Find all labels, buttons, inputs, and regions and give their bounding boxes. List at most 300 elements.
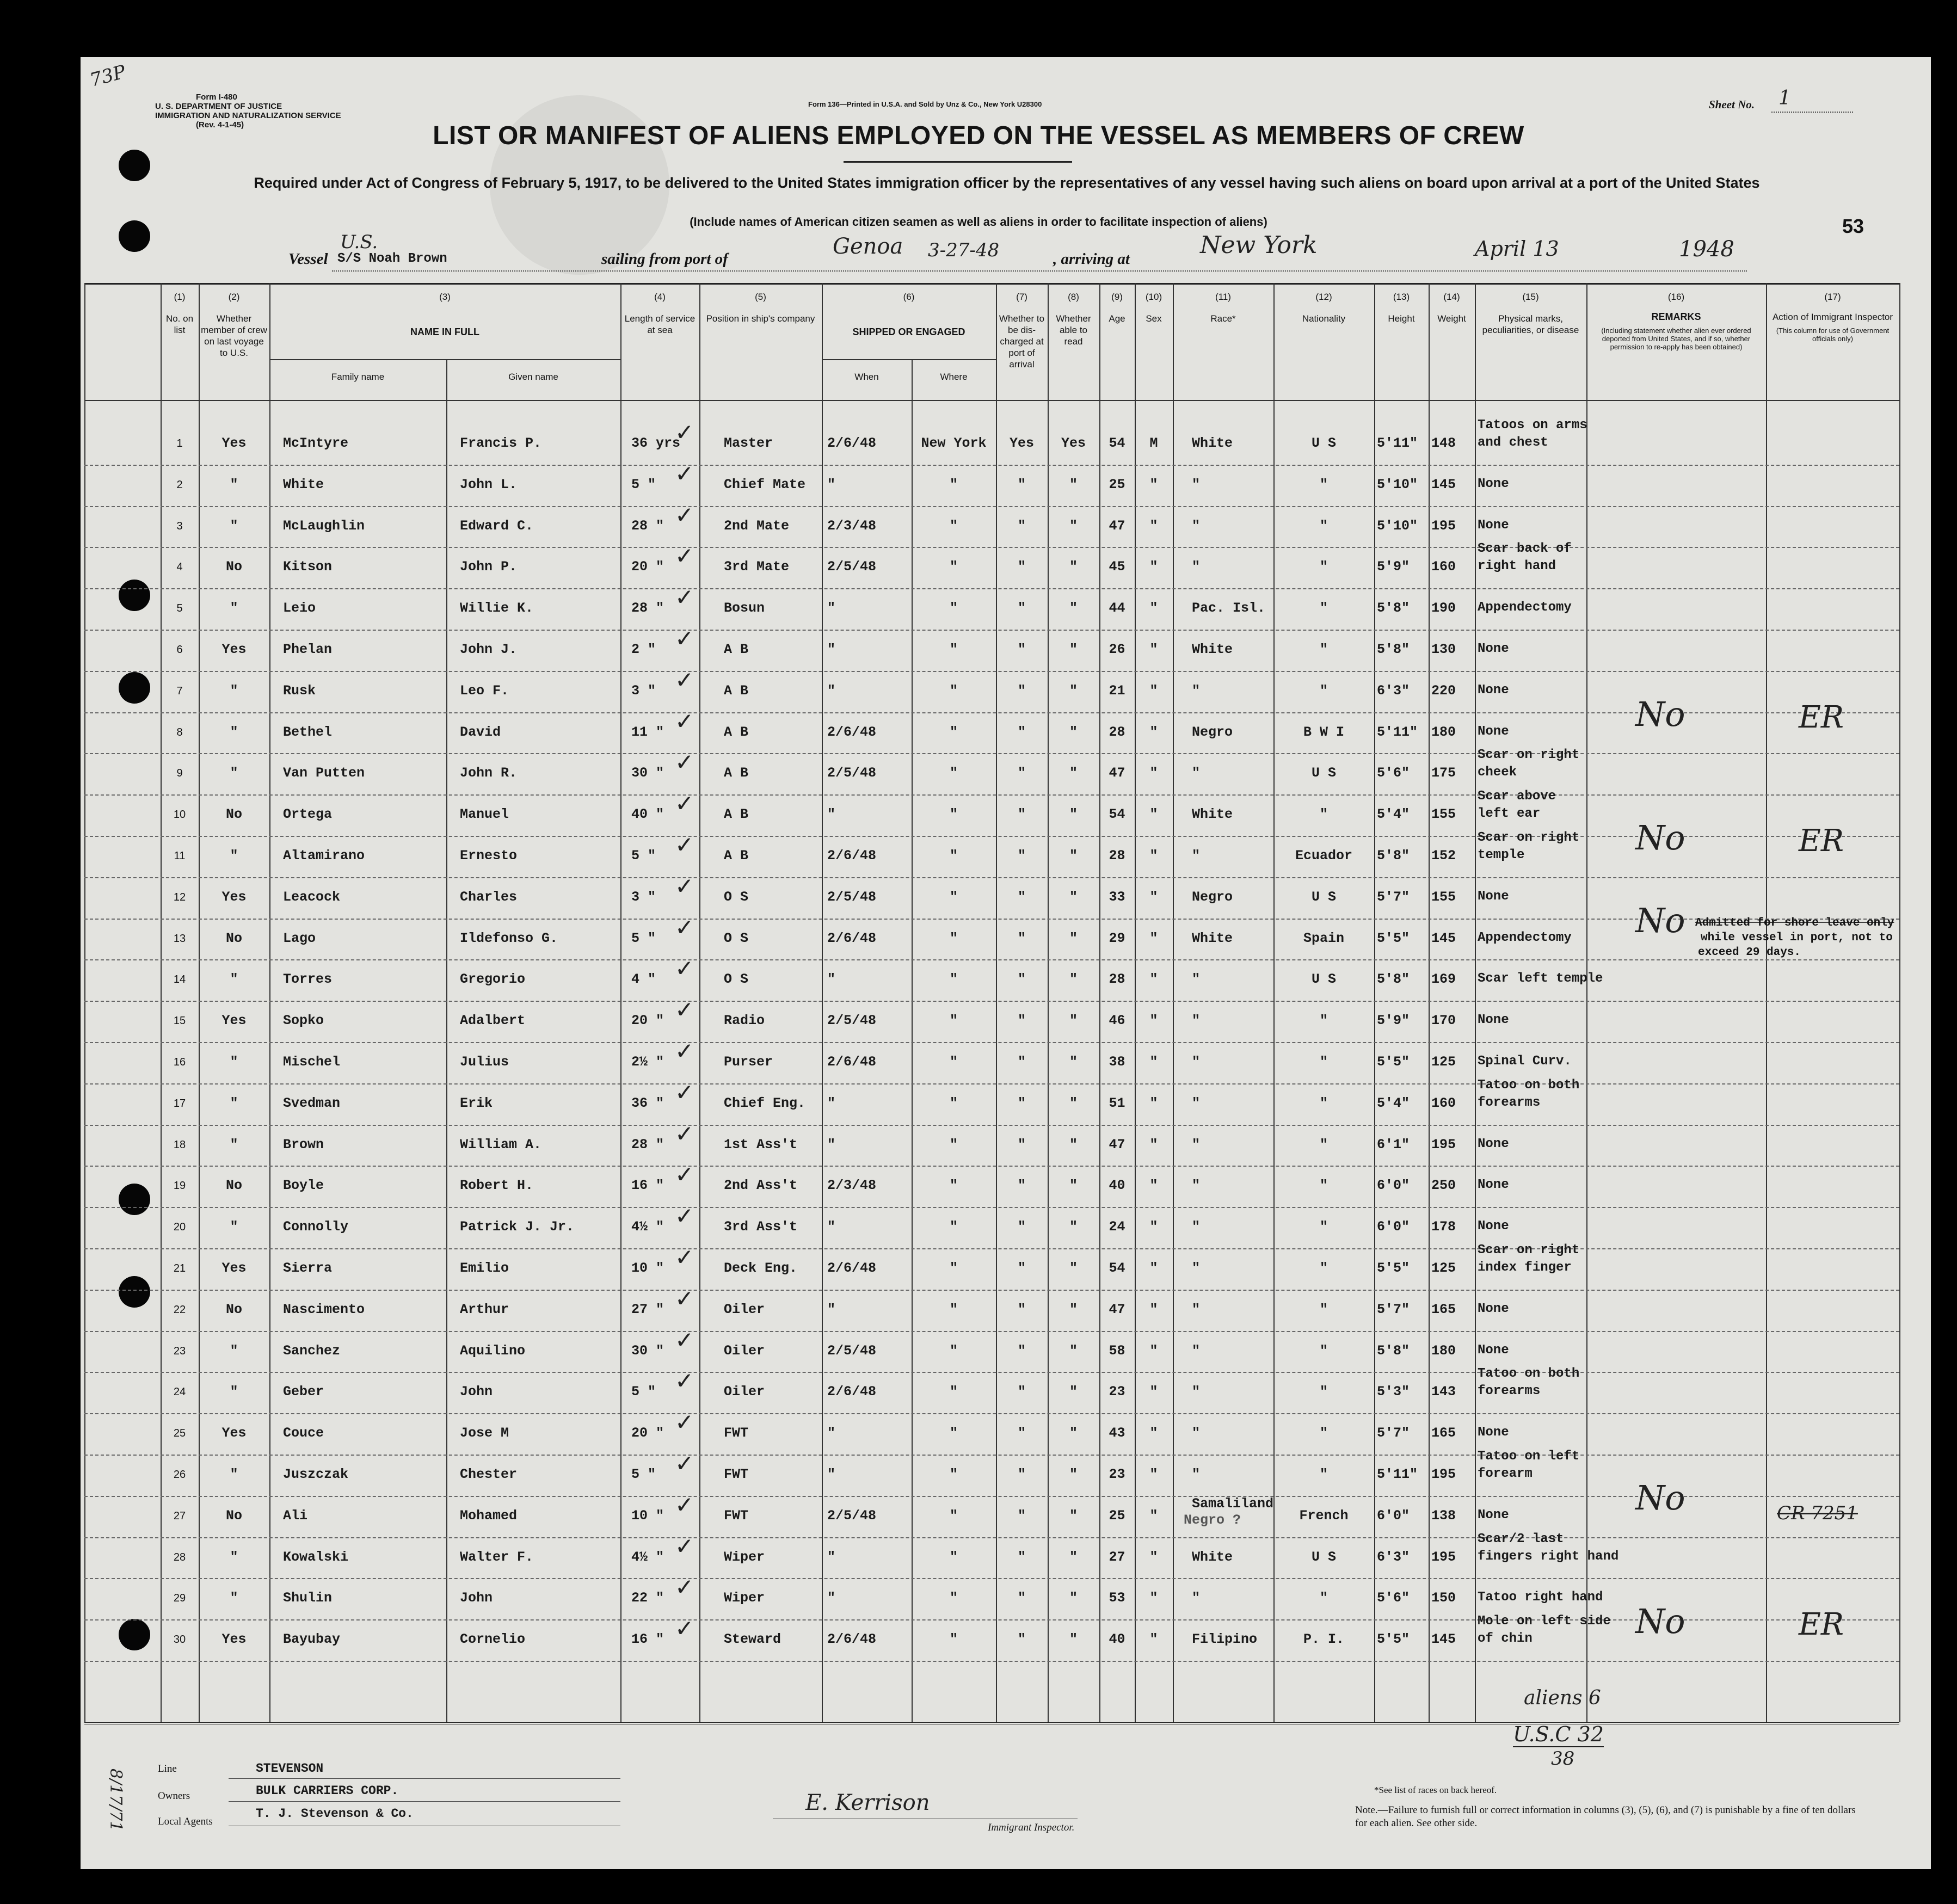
cell-height: 6'3" <box>1377 1549 1410 1565</box>
cell-physical-marks: index finger <box>1478 1260 1572 1275</box>
cell-sex: " <box>1149 600 1158 616</box>
column-header-12: Nationality <box>1302 313 1346 324</box>
column-number-12: (12) <box>1315 292 1332 302</box>
cell-nat: " <box>1319 1466 1328 1482</box>
cell-service: 5 " <box>631 848 656 864</box>
cell-where: " <box>949 1054 958 1070</box>
cell-service: 2 " <box>631 642 656 657</box>
vessel-prefix: U.S. <box>340 231 378 253</box>
cell-read: " <box>1069 1178 1078 1193</box>
column-header-11: Race* <box>1210 313 1236 324</box>
cell-age: 54 <box>1109 1260 1125 1276</box>
cell-family: Van Putten <box>283 765 365 781</box>
form-number: Form I-480 <box>196 93 237 102</box>
cell-read: " <box>1069 931 1078 946</box>
cell-no: 19 <box>173 1180 186 1192</box>
cell-read: " <box>1069 1302 1078 1317</box>
cell-where: " <box>949 477 958 492</box>
cell-weight: 143 <box>1431 1384 1456 1400</box>
cell-family: Connolly <box>283 1219 349 1235</box>
cell-physical-marks: Tatoo on both <box>1478 1366 1580 1381</box>
cell-position: A B <box>724 642 749 657</box>
cell-where: " <box>949 683 958 699</box>
cell-service: 4 " <box>631 971 656 987</box>
cell-no: 30 <box>173 1634 186 1646</box>
sailing-label: sailing from port of <box>601 250 728 268</box>
cell-height: 5'4" <box>1377 806 1410 822</box>
cell-height: 6'3" <box>1377 683 1410 699</box>
column-number-9: (9) <box>1111 292 1123 302</box>
cell-no: 29 <box>173 1592 186 1604</box>
cell-no: 27 <box>173 1510 186 1522</box>
cell-position: O S <box>724 931 749 946</box>
punch-hole <box>119 150 150 181</box>
column-header-3: NAME IN FULL <box>410 326 479 337</box>
cell-where: " <box>949 724 958 740</box>
cell-age: 46 <box>1109 1013 1125 1028</box>
row-rule <box>84 1496 1899 1497</box>
cell-nat: " <box>1319 1384 1328 1400</box>
cell-height: 5'11" <box>1377 1466 1418 1482</box>
tally-aliens: aliens 6 <box>1524 1687 1601 1709</box>
cell-height: 5'8" <box>1377 1343 1410 1359</box>
cell-given: Willie K. <box>460 600 534 616</box>
cell-physical-marks: right hand <box>1478 559 1556 574</box>
cell-weight: 195 <box>1431 1549 1456 1565</box>
cell-given: Patrick J. Jr. <box>460 1219 575 1235</box>
cell-when: 2/3/48 <box>827 518 877 534</box>
cell-weight: 250 <box>1431 1178 1456 1193</box>
column-rule <box>1899 283 1900 1722</box>
cell-disch: " <box>1017 806 1026 822</box>
cell-when: " <box>827 1095 836 1111</box>
checkmark-icon: ✓ <box>675 419 694 446</box>
column-rule <box>1273 283 1275 1722</box>
cell-disch: " <box>1017 1137 1026 1153</box>
cell-read: " <box>1069 559 1078 575</box>
cell-given: John P. <box>460 559 518 575</box>
cell-where: " <box>949 1384 958 1400</box>
cell-where: " <box>949 1343 958 1359</box>
cell-sex: " <box>1149 683 1158 699</box>
cell-inspector-action: ER <box>1799 700 1844 735</box>
cell-read: " <box>1069 683 1078 699</box>
cell-position: A B <box>724 848 749 864</box>
cell-when: " <box>827 1302 836 1317</box>
cell-physical-marks: None <box>1478 1178 1509 1192</box>
penalty-note: Note.—Failure to furnish full or correct information in columns (3), (5), (6), and (7) is punishable by a fine of ten dollars for each alien. See other side. <box>1355 1804 1856 1829</box>
cell-given: Leo F. <box>460 683 509 699</box>
cell-given: Gregorio <box>460 971 526 987</box>
column-header-where: Where <box>940 372 968 382</box>
cell-service: 28 " <box>631 600 664 616</box>
cell-sex: " <box>1149 724 1158 740</box>
column-number-5: (5) <box>755 292 766 302</box>
cell-given: Adalbert <box>460 1013 526 1028</box>
cell-age: 47 <box>1109 1137 1125 1153</box>
cell-position: Chief Eng. <box>724 1095 806 1111</box>
column-rule <box>1429 283 1430 1722</box>
cell-inspector-action-struck: CR 7251 <box>1777 1502 1858 1524</box>
cell-physical-marks: Scar on right <box>1478 748 1580 762</box>
cell-no: 10 <box>173 809 186 821</box>
column-rule <box>1586 283 1587 1722</box>
cell-position: 2nd Mate <box>724 518 790 534</box>
page-number: 53 <box>1842 215 1864 237</box>
cell-nat: U S <box>1311 765 1336 781</box>
cell-nat: " <box>1319 1302 1328 1317</box>
cell-sex: " <box>1149 1013 1158 1028</box>
cell-weight: 155 <box>1431 806 1456 822</box>
cell-disch: " <box>1017 765 1026 781</box>
cell-remark: No <box>1635 901 1685 940</box>
cell-race: " <box>1192 1054 1201 1070</box>
column-rule <box>199 283 200 1722</box>
cell-given: Aquilino <box>460 1343 526 1359</box>
cell-physical-marks: None <box>1478 477 1509 491</box>
cell-sex: " <box>1149 1302 1158 1317</box>
cell-family: Torres <box>283 971 333 987</box>
cell-read: Yes <box>1061 435 1086 451</box>
cell-given: Jose M <box>460 1425 509 1441</box>
shipped-subheader-rule <box>822 359 996 360</box>
row-rule <box>84 1578 1899 1579</box>
cell-where: " <box>949 806 958 822</box>
cell-height: 5'5" <box>1377 1631 1410 1647</box>
column-rule <box>446 359 447 1722</box>
cell-disch: " <box>1017 971 1026 987</box>
cell-given: Julius <box>460 1054 509 1070</box>
cell-given: Erik <box>460 1095 493 1111</box>
cell-physical-marks: forearms <box>1478 1095 1541 1110</box>
cell-physical-marks: None <box>1478 1302 1509 1316</box>
cell-weight: 125 <box>1431 1054 1456 1070</box>
port-of-sailing: Genoa <box>833 234 903 259</box>
column-rule <box>161 283 162 1722</box>
cell-no: 20 <box>173 1221 186 1233</box>
cell-height: 5'6" <box>1377 1590 1410 1606</box>
cell-read: " <box>1069 1466 1078 1482</box>
cell-position: Wiper <box>724 1549 765 1565</box>
cell-given: Ildefonso G. <box>460 931 558 946</box>
cell-when: " <box>827 1466 836 1482</box>
column-header-10: Sex <box>1146 313 1162 324</box>
cell-read: " <box>1069 1343 1078 1359</box>
row-rule <box>84 794 1899 796</box>
cell-age: 25 <box>1109 1508 1125 1524</box>
cell-disch: " <box>1017 1054 1026 1070</box>
checkmark-icon: ✓ <box>675 502 694 528</box>
cell-physical-marks: fingers right hand <box>1478 1549 1619 1564</box>
row-rule <box>84 1125 1899 1126</box>
cell-no: 18 <box>173 1139 186 1151</box>
arrival-year: 1948 <box>1679 237 1734 262</box>
cell-read: " <box>1069 1219 1078 1235</box>
cell-read: " <box>1069 1631 1078 1647</box>
cell-height: 5'8" <box>1377 971 1410 987</box>
cell-height: 5'5" <box>1377 1260 1410 1276</box>
cell-race: " <box>1192 518 1201 534</box>
checkmark-icon: ✓ <box>675 708 694 735</box>
row-rule <box>84 588 1899 589</box>
arrival-date: April 13 <box>1475 237 1559 261</box>
cell-family: White <box>283 477 324 492</box>
column-number-7: (7) <box>1016 292 1027 302</box>
cell-family: Couce <box>283 1425 324 1441</box>
cell-race: " <box>1192 1384 1201 1400</box>
arriving-label: , arriving at <box>1053 250 1130 268</box>
margin-note-top: 73P <box>87 61 128 91</box>
cell-age: 54 <box>1109 806 1125 822</box>
row-rule <box>84 1166 1899 1167</box>
column-header-9: Age <box>1109 313 1125 324</box>
cell-disch: " <box>1017 1425 1026 1441</box>
row-rule <box>84 506 1899 507</box>
cell-physical-marks: None <box>1478 642 1509 656</box>
cell-prev: " <box>230 1054 238 1070</box>
cell-height: 5'8" <box>1377 642 1410 657</box>
cell-when: 2/6/48 <box>827 1631 877 1647</box>
cell-sex: " <box>1149 1425 1158 1441</box>
table-top-rule <box>84 283 1899 285</box>
cell-remark: No <box>1635 694 1685 734</box>
cell-no: 7 <box>176 685 183 697</box>
cell-nat: U S <box>1311 435 1336 451</box>
checkmark-icon: ✓ <box>675 873 694 899</box>
cell-race: " <box>1192 765 1201 781</box>
cell-weight: 195 <box>1431 1137 1456 1153</box>
checkmark-icon: ✓ <box>675 831 694 858</box>
column-number-6: (6) <box>903 292 915 302</box>
cell-where: " <box>949 1095 958 1111</box>
cell-race: White <box>1192 642 1233 657</box>
subtitle: Required under Act of Congress of February 5, 1917, to be delivered to the United States immigration officer by the representatives of any vessel having such aliens on board upon arrival at a port of the United States <box>254 175 1760 191</box>
title-underline <box>844 161 1072 163</box>
column-rule <box>996 283 997 1722</box>
column-rule <box>84 283 85 1722</box>
shore-leave-note <box>1695 916 1894 960</box>
cell-race: " <box>1192 1095 1201 1111</box>
cell-given: Francis P. <box>460 435 542 451</box>
cell-no: 1 <box>176 438 183 449</box>
cell-physical-marks: temple <box>1478 848 1525 862</box>
column-header-when: When <box>854 372 879 382</box>
cell-service: 3 " <box>631 683 656 699</box>
cell-service: 2½ " <box>631 1054 664 1070</box>
cell-age: 51 <box>1109 1095 1125 1111</box>
cell-weight: 169 <box>1431 971 1456 987</box>
column-rule <box>1135 283 1136 1722</box>
column-number-17: (17) <box>1824 292 1841 302</box>
cell-where: " <box>949 889 958 905</box>
cell-sex: " <box>1149 848 1158 864</box>
cell-prev: Yes <box>221 1013 247 1028</box>
cell-given: Ernesto <box>460 848 518 864</box>
cell-where: " <box>949 1219 958 1235</box>
row-rule <box>84 1455 1899 1456</box>
cell-service: 11 " <box>631 724 664 740</box>
cell-service: 10 " <box>631 1260 664 1276</box>
cell-sex: " <box>1149 889 1158 905</box>
cell-prev: " <box>230 848 238 864</box>
cell-position: Radio <box>724 1013 765 1028</box>
cell-race: " <box>1192 1466 1201 1482</box>
cell-given: Walter F. <box>460 1549 534 1565</box>
cell-family: Bayubay <box>283 1631 341 1647</box>
column-header-family-name: Family name <box>331 372 385 382</box>
cell-physical-marks: Tatoo right hand <box>1478 1590 1603 1605</box>
cell-read: " <box>1069 1137 1078 1153</box>
cell-given: William A. <box>460 1137 542 1153</box>
name-subheader-rule <box>269 359 620 360</box>
cell-nat: " <box>1319 1137 1328 1153</box>
cell-weight: 145 <box>1431 931 1456 946</box>
cell-given: Arthur <box>460 1302 509 1317</box>
cell-service: 3 " <box>631 889 656 905</box>
cell-when: 2/6/48 <box>827 1384 877 1400</box>
cell-disch: " <box>1017 1466 1026 1482</box>
cell-physical-marks: Scar above <box>1478 789 1556 804</box>
cell-where: " <box>949 1137 958 1153</box>
sheet-number: 1 <box>1778 87 1791 109</box>
cell-where: " <box>949 1466 958 1482</box>
cell-no: 26 <box>173 1469 186 1481</box>
cell-race: White <box>1192 931 1233 946</box>
agents-value: T. J. Stevenson & Co. <box>256 1807 414 1821</box>
owners-value: BULK CARRIERS CORP. <box>256 1784 399 1798</box>
checkmark-icon: ✓ <box>675 1574 694 1600</box>
cell-where: " <box>949 1425 958 1441</box>
cell-nat: " <box>1319 1178 1328 1193</box>
cell-service: 27 " <box>631 1302 664 1317</box>
cell-family: Altamirano <box>283 848 365 864</box>
cell-weight: 155 <box>1431 889 1456 905</box>
cell-no: 13 <box>173 933 186 945</box>
cell-age: 47 <box>1109 518 1125 534</box>
cell-position: FWT <box>724 1508 749 1524</box>
cell-sex: " <box>1149 1178 1158 1193</box>
cell-prev: " <box>230 971 238 987</box>
cell-position: 1st Ass't <box>724 1137 798 1153</box>
punch-hole <box>119 672 150 704</box>
checkmark-icon: ✓ <box>675 790 694 817</box>
row-rule <box>84 1290 1899 1291</box>
cell-nat: " <box>1319 806 1328 822</box>
cell-position: Purser <box>724 1054 773 1070</box>
cell-sex: " <box>1149 1384 1158 1400</box>
row-rule <box>84 547 1899 548</box>
cell-position: Oiler <box>724 1302 765 1317</box>
cell-service: 28 " <box>631 1137 664 1153</box>
row-rule <box>84 712 1899 713</box>
cell-read: " <box>1069 1260 1078 1276</box>
cell-when: " <box>827 683 836 699</box>
owners-label: Owners <box>158 1790 190 1802</box>
cell-prev: " <box>230 1549 238 1565</box>
cell-read: " <box>1069 848 1078 864</box>
cell-age: 53 <box>1109 1590 1125 1606</box>
cell-sex: " <box>1149 1095 1158 1111</box>
cell-race: " <box>1192 1013 1201 1028</box>
cell-nat: " <box>1319 683 1328 699</box>
cell-when: 2/6/48 <box>827 435 877 451</box>
cell-read: " <box>1069 600 1078 616</box>
cell-race: Pac. Isl. <box>1192 600 1266 616</box>
checkmark-icon: ✓ <box>675 667 694 693</box>
cell-family: Svedman <box>283 1095 341 1111</box>
column-header-17: Action of Immigrant Inspector <box>1772 312 1893 322</box>
cell-no: 16 <box>173 1056 186 1068</box>
cell-no: 8 <box>176 726 183 738</box>
cell-family: Phelan <box>283 642 333 657</box>
cell-read: " <box>1069 1590 1078 1606</box>
row-rule <box>84 1372 1899 1373</box>
cell-sex: M <box>1149 435 1158 451</box>
cell-age: 54 <box>1109 435 1125 451</box>
shore-leave-line-1: Admitted for shore leave only <box>1695 917 1894 929</box>
cell-family: Sierra <box>283 1260 333 1276</box>
cell-read: " <box>1069 1384 1078 1400</box>
cell-weight: 180 <box>1431 724 1456 740</box>
footer-rules <box>229 1801 620 1802</box>
cell-prev: " <box>230 1219 238 1235</box>
cell-service: 36 yrs <box>631 435 681 451</box>
cell-when: 2/6/48 <box>827 724 877 740</box>
cell-disch: " <box>1017 889 1026 905</box>
cell-sex: " <box>1149 1054 1158 1070</box>
cell-family: Geber <box>283 1384 324 1400</box>
checkmark-icon: ✓ <box>675 1327 694 1353</box>
checkmark-icon: ✓ <box>675 914 694 941</box>
cell-prev: " <box>230 1343 238 1359</box>
cell-physical-marks: None <box>1478 724 1509 739</box>
cell-no: 11 <box>174 850 186 862</box>
cell-when: 2/6/48 <box>827 848 877 864</box>
checkmark-icon: ✓ <box>675 1615 694 1642</box>
cell-service: 10 " <box>631 1508 664 1524</box>
form-revision: (Rev. 4-1-45) <box>196 120 244 130</box>
cell-disch: " <box>1017 931 1026 946</box>
cell-service: 16 " <box>631 1178 664 1193</box>
vessel-underline <box>332 270 1747 272</box>
cell-family: Shulin <box>283 1590 333 1606</box>
cell-age: 38 <box>1109 1054 1125 1070</box>
tally-usc: U.S.C 32 <box>1513 1722 1604 1746</box>
cell-given: Mohamed <box>460 1508 518 1524</box>
cell-family: McLaughlin <box>283 518 365 534</box>
races-note: *See list of races on back hereof. <box>1374 1785 1497 1795</box>
cell-position: O S <box>724 889 749 905</box>
cell-when: 2/5/48 <box>827 559 877 575</box>
cell-age: 44 <box>1109 600 1125 616</box>
checkmark-icon: ✓ <box>675 1038 694 1064</box>
cell-race: " <box>1192 1590 1201 1606</box>
cell-given: John L. <box>460 477 518 492</box>
cell-weight: 160 <box>1431 1095 1456 1111</box>
punch-hole <box>119 580 150 611</box>
cell-given: John <box>460 1590 493 1606</box>
cell-read: " <box>1069 518 1078 534</box>
line-value: STEVENSON <box>256 1761 324 1776</box>
cell-prev: " <box>230 1095 238 1111</box>
cell-when: " <box>827 1137 836 1153</box>
department: U. S. DEPARTMENT OF JUSTICE <box>155 102 282 111</box>
cell-family: Ali <box>283 1508 308 1524</box>
cell-height: 5'3" <box>1377 1384 1410 1400</box>
cell-height: 5'9" <box>1377 1013 1410 1028</box>
header-bottom-rule <box>84 400 1899 401</box>
column-number-13: (13) <box>1393 292 1410 302</box>
